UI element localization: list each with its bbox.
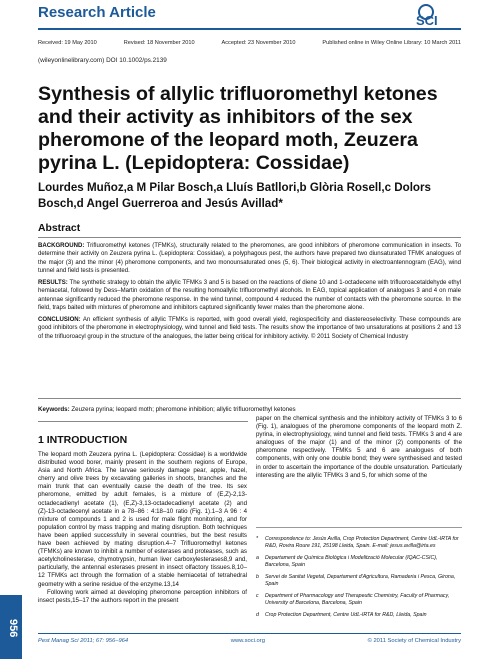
article-dates — [38, 40, 461, 46]
intro-paragraph-2: Following work aimed at developing pheromone perception inhibitors of insect pests,15–17 the authors report in the present — [38, 588, 247, 604]
footer-copyright: © 2011 Society of Chemical Industry — [367, 638, 461, 644]
page-number-tab — [0, 595, 22, 659]
website-link[interactable]: www.soci.org — [230, 638, 265, 644]
doi-line[interactable]: (wileyonlinelibrary.com) DOI 10.1002/ps.2139 — [38, 57, 167, 64]
abstract-heading: Abstract — [38, 223, 81, 234]
abstract-background: BACKGROUND: Trifluoromethyl ketones (TFMKs), structurally related to the pheromones, are good inhibitors of pheromone communication in insects. To determine their activity on Zeuzera pyrina L. (Lepidoptera: Cossidae), a polyphagous pest, the authors have prepared two diunsaturated TFMK analogues of the major (3) and the minor (4) pheromone components, and two monounsaturated ones (5, 6). Their biological activity in electroantennogram (EAG), wind tunnel and field tests is presented. — [38, 243, 461, 274]
journal-citation: Pest Manag Sci 2011; 67: 956–964 — [38, 638, 129, 644]
intro-column-left — [38, 451, 247, 605]
section-label: Research Article — [38, 4, 156, 21]
logo-text: SCI — [416, 13, 438, 28]
abstract-copyright: © 2011 Society of Chemical Industry — [310, 333, 409, 340]
footer-rule — [38, 633, 461, 634]
footnotes — [256, 527, 462, 624]
abstract-top-rule — [38, 237, 461, 238]
abstract-conclusion: CONCLUSION: An efficient synthesis of allylic TFMKs is reported, with good overall yield, regiospecificity and diastereoselectivity. These compounds are good inhibitors of the pheromone in electrophysiology, wind tunnel and field tests. The results show the importance of two unsaturations at positions 2 and 13 of the trifluoroacyl group in the structure of the analogues, the latter being critical for inhibitory activity. © 2011 Society of Chemical Industry — [38, 317, 461, 340]
page-number: 956 — [7, 619, 19, 638]
intro-heading: 1 INTRODUCTION — [38, 434, 128, 446]
sci-logo — [416, 4, 462, 26]
header-rule — [38, 28, 461, 30]
abstract-results: RESULTS: The synthetic strategy to obtain the allylic TFMKs 3 and 5 is based on the reactions of diene 10 and 1-octadecene with trifluoroacetaldehyde ethyl hemiacetal, followed by Dess–Martin oxidation of the resulting homoallylic trifluoromethyl alcohols. In EAG, topical application of analogues 3 and 4 on male antennae significantly reduced the pheromone response. In the wind tunnel, compound 4 reduced the number of contacts with the pheromone source. In the field, traps baited with mixtures of pheromone and inhibitors captured significantly fewer males than the pheromone alone. — [38, 280, 461, 311]
footnote-correspondence: * Correspondence to: Jesús Avilla, Crop Protection Department, Centre UdL-IRTA for R&D, Rovira Roure 191, 25198 Lleida, Spain. E-mail: jesus.avilla@irta.es — [256, 536, 459, 549]
footnote-affiliation-b: b Servei de Sanitat Vegetal, Departament d'Agricultura, Ramaderia i Pesca, Girona, Spain — [256, 574, 456, 587]
intro-paragraph-1: The leopard moth Zeuzera pyrina L. (Lepidoptera: Cossidae) is a worldwide distributed wood borer, mainly present in the southern regions of Europe, Asia and North Africa. The larvae seriously damage pear, apple, hazel, cherry and olive trees by excavating galleries in shoots, branches and the main trunk that can eventually cause the death of the tree. Its sex pheromone, emitted by adult females, is a mixture of (E,Z)-2,13-octadecadienyl acetate (1), (E,Z)-3,13-octadecadienyl acetate (2) and (Z)-13-octadecenyl acetate in a 78–86 : 4:18–10 ratio (Fig. 1).1–3 A 96 : 4 mixture of compounds 1 and 2 is used for male flight monitoring, and for population control by mass trapping and mating disruption. Both techniques have been applied successfully in several countries, but the best results have been achieved by mating disruption.4–7 Trifluoromethyl ketones (TFMKs) are known to inhibit a number of esterases and proteases, such as acetylcholinesterase, chymotrypsin, human liver carboxylesterases8,9 and, particularly, the antennal esterases present in insect olfactory tissues.8,10–12 TFMKs act through the formation of a stable hemiacetal of tetrahedral geometry with a serine residue of the enzyme.13,14 — [38, 451, 247, 588]
page-footer — [38, 638, 461, 644]
keywords: Keywords: Zeuzera pyrina; leopard moth; pheromone inhibition; allylic trifluoromethyl ketones — [38, 406, 296, 413]
published-date: Published online in Wiley Online Library: 10 March 2011 — [322, 40, 461, 46]
footnote-affiliation-c: c Department of Pharmacology and Therapeutic Chemistry, Faculty of Pharmacy, University of Barcelona, Barcelona, Spain — [256, 593, 450, 606]
keywords-rule — [38, 421, 248, 422]
author-list: Lourdes Muñoz,a M Pilar Bosch,a Lluís Batllori,b Glòria Rosell,c Dolors Bosch,d Angel Guerreroa and Jesús Avillad* — [38, 181, 431, 210]
footnote-affiliation-a: a Departament de Química Biològica i Modelització Molecular (IQAC-CSIC), Barcelona, Spain — [256, 555, 438, 568]
revised-date: Revised: 18 November 2010 — [123, 40, 195, 46]
footnote-affiliation-d: d Crop Protection Department, Centre UdL-IRTA for R&D, Lleida, Spain — [256, 612, 427, 618]
article-title: Synthesis of allylic trifluoromethyl ketones and their activity as inhibitors of the sex pheromone of the leopard moth, Zeuzera pyrina L. (Lepidoptera: Cossidae) — [38, 83, 438, 174]
received-date: Received: 19 May 2010 — [38, 40, 97, 46]
abstract-bottom-rule — [38, 398, 461, 399]
accepted-date: Accepted: 23 November 2010 — [221, 40, 296, 46]
intro-column-right: paper on the chemical synthesis and the inhibitory activity of TFMKs 3 to 6 (Fig. 1), analogues of the pheromone components of the leopard moth Z. pyrina, in electrophysiology, wind tunnel and field tests. TFMKs 3 and 4 are analogues of the major (1) and of the minor (2) components of the pheromone respectively. TFMKs 5 and 6 are analogues of both components, with only one double bond; they were synthesised and tested in order to ascertain the importance of the double unsaturation. Particularly interesting are the allylic TFMKs 3 and 5, for which some of the — [256, 415, 462, 479]
abstract-body — [38, 242, 461, 345]
